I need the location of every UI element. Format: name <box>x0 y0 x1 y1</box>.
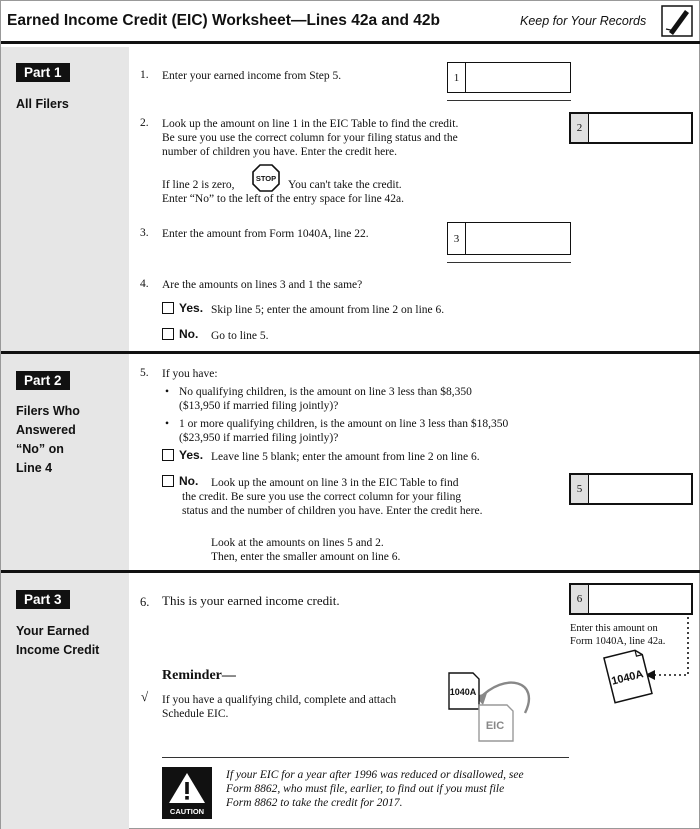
line6-entry-box[interactable] <box>569 583 693 615</box>
part3-badge: Part 3 <box>16 590 70 609</box>
line2-zero-note: If line 2 is zero, <box>162 179 235 191</box>
line4-yes-text: Skip line 5; enter the amount from line 2 on line 6. <box>211 304 445 316</box>
line5-bullet2-b: ($23,950 if married filing jointly)? <box>179 432 339 444</box>
line4-yes-checkbox[interactable] <box>162 302 174 314</box>
part3-sidebar <box>1 573 129 829</box>
line2-text-2: Be sure you use the correct column for your filing status and the <box>162 132 458 144</box>
enter-note-2: Form 1040A, line 42a. <box>570 636 666 647</box>
line3-box-number: 3 <box>448 223 466 254</box>
line3-number: 3. <box>140 227 149 239</box>
line5-bullet1-a: No qualifying children, is the amount on line 3 less than $8,350 <box>179 386 472 398</box>
keep-records-note: Keep for Your Records <box>520 14 647 28</box>
line4-number: 4. <box>140 278 149 290</box>
line5-no-label: No. <box>179 474 199 488</box>
stop-sign-label: STOP <box>255 174 277 183</box>
caution-label: CAUTION <box>169 807 205 816</box>
reminder-rule <box>162 757 569 758</box>
attach-schedule-icon <box>445 669 539 743</box>
line2-zero-note-c: Enter “No” to the left of the entry space for line 42a. <box>162 193 405 205</box>
part1-badge: Part 1 <box>16 63 70 82</box>
line5-entry-box[interactable] <box>569 473 693 505</box>
caution-text-2: Form 8862, who must file, earlier, to find out if you must file <box>226 783 505 795</box>
reminder-title: Reminder— <box>162 668 236 683</box>
check-mark-icon: √ <box>141 689 149 704</box>
line4-no-label: No. <box>179 327 199 341</box>
form-1040a-icon <box>601 647 653 705</box>
line5-bullet1-b: ($13,950 if married filing jointly)? <box>179 400 339 412</box>
line1-entry-box[interactable] <box>447 62 571 93</box>
line5-no-text-1: Look up the amount on line 3 in the EIC Table to find <box>211 477 459 489</box>
part1-sidebar <box>1 47 129 351</box>
worksheet-title: Earned Income Credit (EIC) Worksheet—Lines 42a and 42b <box>7 12 440 29</box>
line2-zero-note-b: You can't take the credit. <box>288 179 402 191</box>
section-divider <box>1 351 700 354</box>
pencil-icon <box>661 5 693 37</box>
reminder-text-1: If you have a qualifying child, complete and attach <box>162 694 397 706</box>
line1-text: Enter your earned income from Step 5. <box>162 70 342 82</box>
line1-number: 1. <box>140 69 149 81</box>
line6-text: This is your earned income credit. <box>162 593 340 608</box>
attach-eic-label: EIC <box>485 720 505 732</box>
reminder-text-2: Schedule EIC. <box>162 708 229 720</box>
caution-text-3: Form 8862 to take the credit for 2017. <box>226 797 403 809</box>
part3-subtitle-line: Your Earned <box>16 624 90 638</box>
line3-rule <box>447 262 571 263</box>
worksheet-header <box>1 1 700 44</box>
line4-yes-label: Yes. <box>179 301 204 315</box>
form-1040a-label: 1040A <box>610 668 645 688</box>
line2-number: 2. <box>140 117 149 129</box>
line1-rule <box>447 100 571 101</box>
line2-text-1: Look up the amount on line 1 in the EIC Table to find the credit. <box>162 118 459 130</box>
attach-form-label: 1040A <box>449 687 477 697</box>
line2-box-number: 2 <box>571 114 589 142</box>
enter-note-1: Enter this amount on <box>570 623 658 634</box>
part1-subtitle-line: All Filers <box>16 97 69 111</box>
line5-intro: If you have: <box>162 368 218 380</box>
line3-text: Enter the amount from Form 1040A, line 22. <box>162 228 369 240</box>
line6-box-number: 6 <box>571 585 589 613</box>
section-divider <box>1 570 700 573</box>
line5-look-1: Look at the amounts on lines 5 and 2. <box>211 537 384 549</box>
part2-subtitle-line: Answered <box>16 423 76 437</box>
line5-no-text-2: the credit. Be sure you use the correct column for your filing <box>182 491 462 503</box>
line5-no-text-3: status and the number of children you have. Enter the credit here. <box>182 505 483 517</box>
line5-yes-checkbox[interactable] <box>162 449 174 461</box>
part2-subtitle-line: Line 4 <box>16 461 53 475</box>
bullet-icon: • <box>165 386 170 398</box>
line4-no-text: Go to line 5. <box>211 330 269 342</box>
line5-yes-label: Yes. <box>179 448 204 462</box>
line5-number: 5. <box>140 367 149 379</box>
part2-badge: Part 2 <box>16 371 70 390</box>
line5-yes-text: Leave line 5 blank; enter the amount from line 2 on line 6. <box>211 451 480 463</box>
part2-subtitle <box>16 402 80 478</box>
line6-number: 6. <box>140 595 150 609</box>
part2-subtitle-line: “No” on <box>16 442 64 456</box>
part2-subtitle-line: Filers Who <box>16 404 80 418</box>
line5-box-number: 5 <box>571 475 589 503</box>
line2-entry-box[interactable] <box>569 112 693 144</box>
line4-text: Are the amounts on lines 3 and 1 the same? <box>162 279 363 291</box>
caution-text-1: If your EIC for a year after 1996 was reduced or disallowed, see <box>226 769 524 781</box>
bullet-icon: • <box>165 418 170 430</box>
line5-look-2: Then, enter the smaller amount on line 6. <box>211 551 401 563</box>
line2-text-3: number of children you have. Enter the credit here. <box>162 146 398 158</box>
line3-entry-box[interactable] <box>447 222 571 255</box>
caution-icon <box>162 767 212 819</box>
part1-subtitle <box>16 95 69 114</box>
line4-no-checkbox[interactable] <box>162 328 174 340</box>
line5-no-checkbox[interactable] <box>162 475 174 487</box>
part3-subtitle <box>16 622 99 660</box>
part3-subtitle-line: Income Credit <box>16 643 100 657</box>
stop-sign-icon <box>252 164 280 192</box>
line5-bullet2-a: 1 or more qualifying children, is the amount on line 3 less than $18,350 <box>179 418 509 430</box>
line1-box-number: 1 <box>448 63 466 92</box>
